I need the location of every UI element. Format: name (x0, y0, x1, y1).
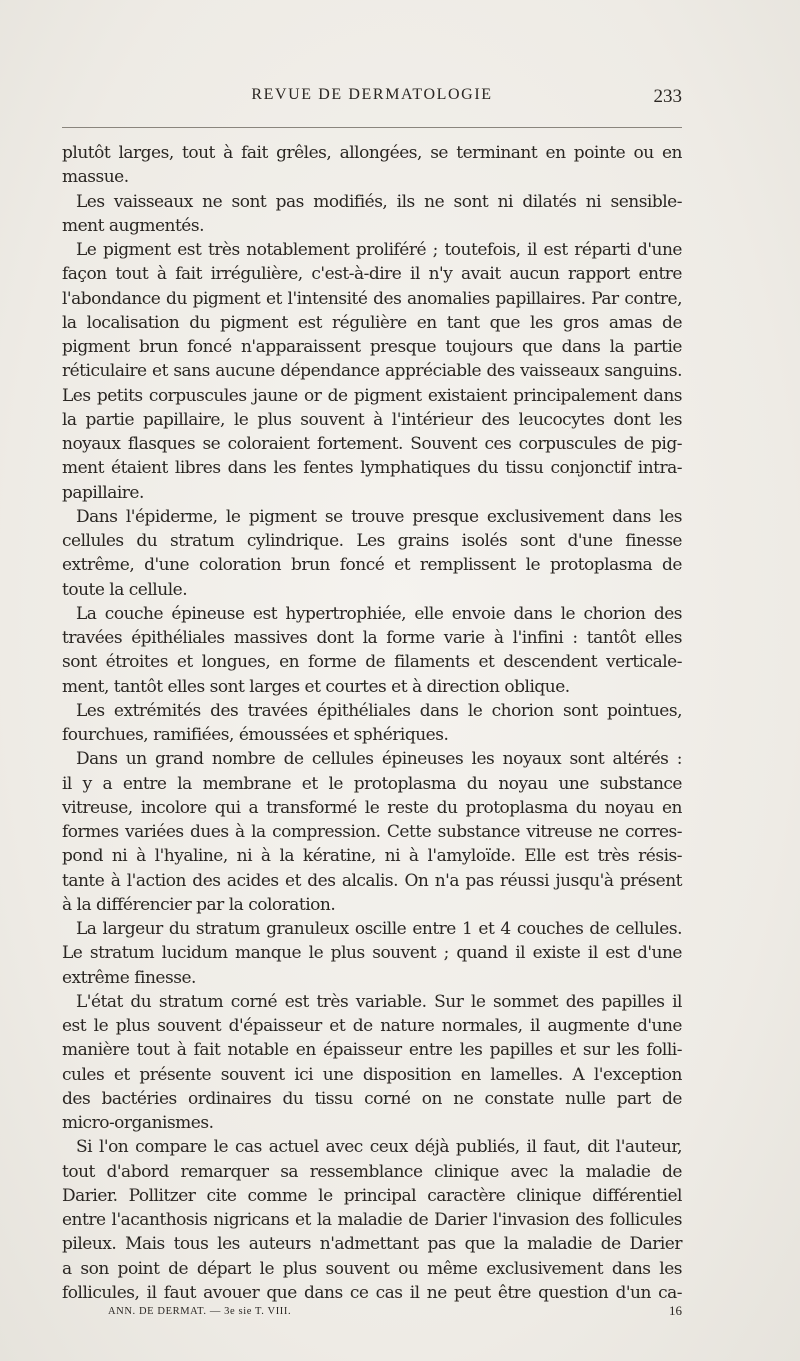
text-line: façon tout à fait irrégulière, c'est-à-dire il n'y avait aucun rapport entre (62, 264, 682, 285)
text-line: Dans l'épiderme, le pigment se trouve presque exclusivement dans les (76, 506, 682, 527)
text-line: Darier. Pollitzer cite comme le principal caractère clinique différentiel (62, 1185, 682, 1206)
text-line: tante à l'action des acides et des alcalis. On n'a pas réussi jusqu'à présent (62, 870, 682, 891)
text-line: Les extrémités des travées épithéliales dans le chorion sont pointues, (76, 700, 682, 721)
text-line: follicules, il faut avouer que dans ce cas il ne peut être question d'un ca- (62, 1282, 682, 1303)
body-text (62, 141, 682, 1305)
text-line: réticulaire et sans aucune dépendance appréciable des vaisseaux sanguins. (62, 361, 682, 382)
text-line: la localisation du pigment est régulière en tant que les gros amas de (62, 312, 682, 333)
text-line: Le stratum lucidum manque le plus souvent ; quand il existe il est d'une (62, 943, 682, 964)
running-header (62, 86, 682, 110)
header-rule (62, 127, 682, 128)
signature-mark: 16 (669, 1303, 682, 1318)
text-line: la partie papillaire, le plus souvent à l'intérieur des leucocytes dont les (62, 409, 682, 430)
text-line: fourchues, ramifiées, émoussées et sphériques. (62, 725, 449, 745)
text-line: travées épithéliales massives dont la forme varie à l'infini : tantôt elles (62, 628, 682, 648)
text-line: micro-organismes. (62, 1113, 214, 1133)
text-line: Dans un grand nombre de cellules épineuses les noyaux sont altérés : (76, 749, 682, 770)
text-line: La largeur du stratum granuleux oscille entre 1 et 4 couches de cellules. (76, 919, 682, 939)
text-line: La couche épineuse est hypertrophiée, elle envoie dans le chorion des (76, 603, 682, 624)
text-line: extrême finesse. (62, 967, 196, 988)
journal-reference: ANN. DE DERMAT. — 3e sie T. VIII. (108, 1306, 292, 1317)
text-line: cellules du stratum cylindrique. Les grains isolés sont d'une finesse (62, 531, 682, 551)
text-line: extrême, d'une coloration brun foncé et remplissent le protoplasma de (62, 555, 682, 576)
text-line: formes variées dues à la compression. Cette substance vitreuse ne corres- (62, 822, 682, 842)
text-line: entre l'acanthosis nigricans et la maladie de Darier l'invasion des follicules (62, 1210, 682, 1230)
text-line: ment étaient libres dans les fentes lymphatiques du tissu conjonctif intra- (62, 458, 682, 479)
text-line: plutôt larges, tout à fait grêles, allongées, se terminant en pointe ou en (62, 143, 682, 163)
text-line: vitreuse, incolore qui a transformé le reste du protoplasma du noyau en (62, 797, 682, 818)
text-line: l'abondance du pigment et l'intensité des anomalies papillaires. Par contre, (62, 288, 682, 309)
text-line: tout d'abord remarquer sa ressemblance clinique avec la maladie de (62, 1161, 682, 1182)
text-line: papillaire. (62, 482, 144, 503)
text-line: sont étroites et longues, en forme de filaments et descendent verticale- (62, 652, 682, 673)
text-line: noyaux flasques se coloraient fortement. Souvent ces corpuscules de pig- (62, 434, 682, 454)
text-line: des bactéries ordinaires du tissu corné on ne constate nulle part de (62, 1088, 682, 1109)
text-line: ment, tantôt elles sont larges et courtes et à direction oblique. (62, 676, 570, 697)
text-line: pileux. Mais tous les auteurs n'admettant pas que la maladie de Darier (62, 1234, 682, 1255)
text-line: Si l'on compare le cas actuel avec ceux déjà publiés, il faut, dit l'auteur, (76, 1137, 682, 1158)
text-line: ment augmentés. (62, 215, 204, 236)
text-line: Les vaisseaux ne sont pas modifiés, ils ne sont ni dilatés ni sensible- (76, 191, 682, 212)
text-line: pond ni à l'hyaline, ni à la kératine, ni à l'amyloïde. Elle est très résis- (62, 846, 682, 867)
text-line: L'état du stratum corné est très variable. Sur le sommet des papilles il (76, 991, 682, 1012)
text-line: toute la cellule. (62, 579, 188, 600)
text-line: cules et présente souvent ici une disposition en lamelles. A l'exception (62, 1064, 682, 1085)
text-line: a son point de départ le plus souvent ou même exclusivement dans les (62, 1258, 682, 1279)
text-line: Le pigment est très notablement proliféré ; toutefois, il est réparti d'une (76, 240, 682, 260)
text-line: pigment brun foncé n'apparaissent presque toujours que dans la partie (62, 337, 682, 357)
text-line: est le plus souvent d'épaisseur et de nature normales, il augmente d'une (62, 1016, 682, 1036)
text-line: il y a entre la membrane et le protoplasma du noyau une substance (62, 773, 682, 794)
text-line: manière tout à fait notable en épaisseur entre les papilles et sur les folli- (62, 1040, 682, 1061)
text-line: massue. (62, 167, 129, 188)
page-footer (108, 1303, 682, 1326)
text-line: Les petits corpuscules jaune or de pigment existaient principalement dans (62, 385, 682, 406)
text-line: à la différencier par la coloration. (62, 894, 336, 915)
page-number: 233 (653, 86, 682, 107)
running-title: REVUE DE DERMATOLOGIE (251, 86, 493, 103)
